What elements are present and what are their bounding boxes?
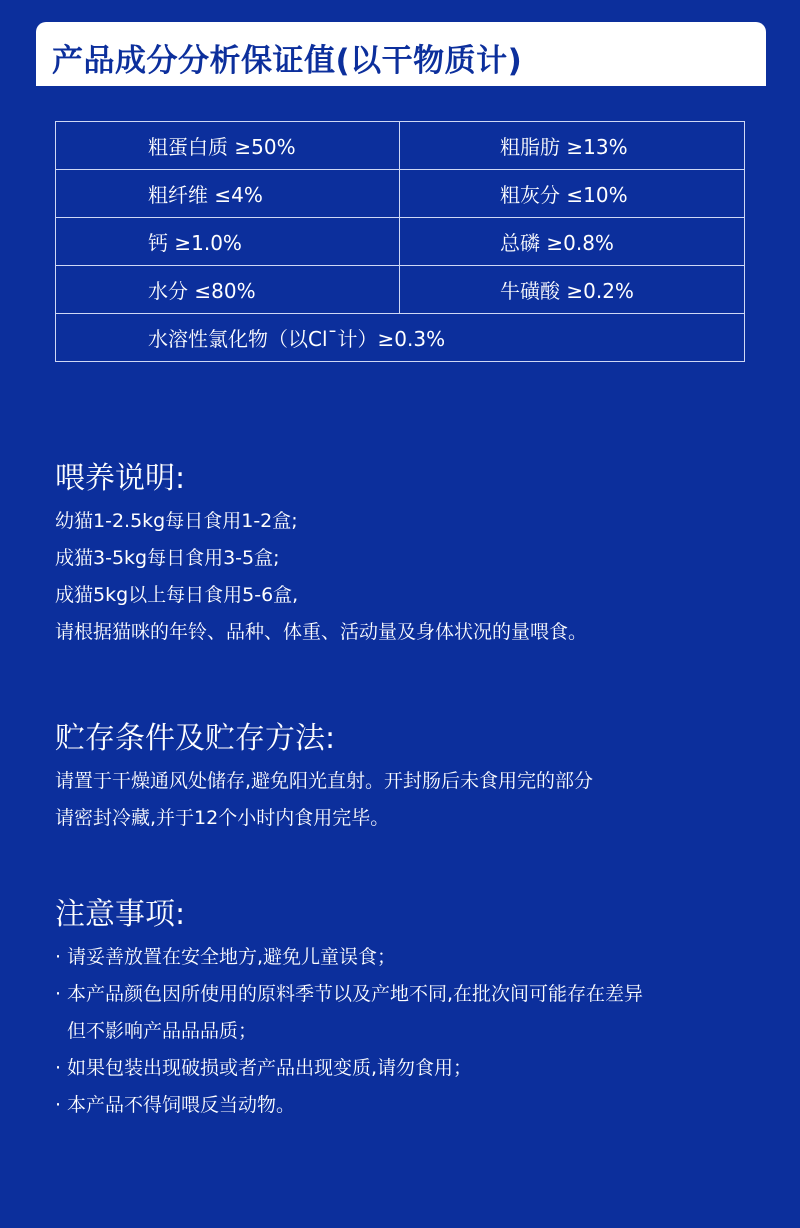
table-row [56, 314, 745, 362]
storage-line: 请置于干燥通风处储存,避免阳光直射。开封肠后未食用完的部分 [55, 770, 594, 792]
table-row [56, 266, 745, 314]
table-row [56, 218, 745, 266]
storage-section [55, 719, 765, 837]
table-cell: 粗灰分 ≤10% [400, 170, 745, 218]
note-text: 本产品不得饲喂反当动物。 [67, 1094, 296, 1116]
feeding-line: 成猫3-5kg每日食用3-5盒; [55, 547, 280, 569]
analysis-table [55, 121, 745, 362]
table-cell: 牛磺酸 ≥0.2% [400, 266, 745, 314]
table-cell: 总磷 ≥0.8% [400, 218, 745, 266]
note-text: 如果包装出现破损或者产品出现变质,请勿食用； [67, 1057, 473, 1079]
table-cell: 水分 ≤80% [56, 266, 400, 314]
feeding-title: 喂养说明: [55, 461, 186, 496]
bullet-icon: · [55, 1057, 62, 1079]
table-row [56, 122, 745, 170]
note-text: 请妥善放置在安全地方,避免儿童误食； [67, 946, 397, 968]
bullet-icon: · [55, 946, 62, 968]
storage-title: 贮存条件及贮存方法: [55, 721, 336, 756]
notes-title: 注意事项: [55, 897, 186, 932]
page-title: 产品成分分析保证值(以干物质计) [52, 43, 523, 79]
header-bar [36, 22, 766, 86]
feeding-line: 成猫5kg以上每日食用5-6盒, [55, 584, 299, 606]
storage-line: 请密封冷藏,并于12个小时内食用完毕。 [55, 807, 390, 829]
feeding-line: 幼猫1-2.5kg每日食用1-2盒; [55, 510, 298, 532]
note-text: 本产品颜色因所使用的原料季节以及产地不同,在批次间可能存在差异 [67, 983, 644, 1005]
note-item [55, 1050, 765, 1087]
bullet-icon: · [55, 983, 62, 1005]
table-cell-full: 水溶性氯化物（以Cl¯计）≥0.3% [56, 314, 745, 362]
note-continuation: 但不影响产品品品质； [67, 1020, 258, 1042]
bullet-icon: · [55, 1094, 62, 1116]
table-row [56, 170, 745, 218]
notes-section [55, 895, 765, 1124]
table-cell: 粗脂肪 ≥13% [400, 122, 745, 170]
table-cell: 钙 ≥1.0% [56, 218, 400, 266]
note-item [55, 976, 765, 1013]
table-cell: 粗蛋白质 ≥50% [56, 122, 400, 170]
feeding-section [55, 459, 765, 651]
note-item [55, 939, 765, 976]
note-item [55, 1087, 765, 1124]
feeding-line: 请根据猫咪的年铃、品种、体重、活动量及身体状况的量喂食。 [55, 621, 588, 643]
table-cell: 粗纤维 ≤4% [56, 170, 400, 218]
